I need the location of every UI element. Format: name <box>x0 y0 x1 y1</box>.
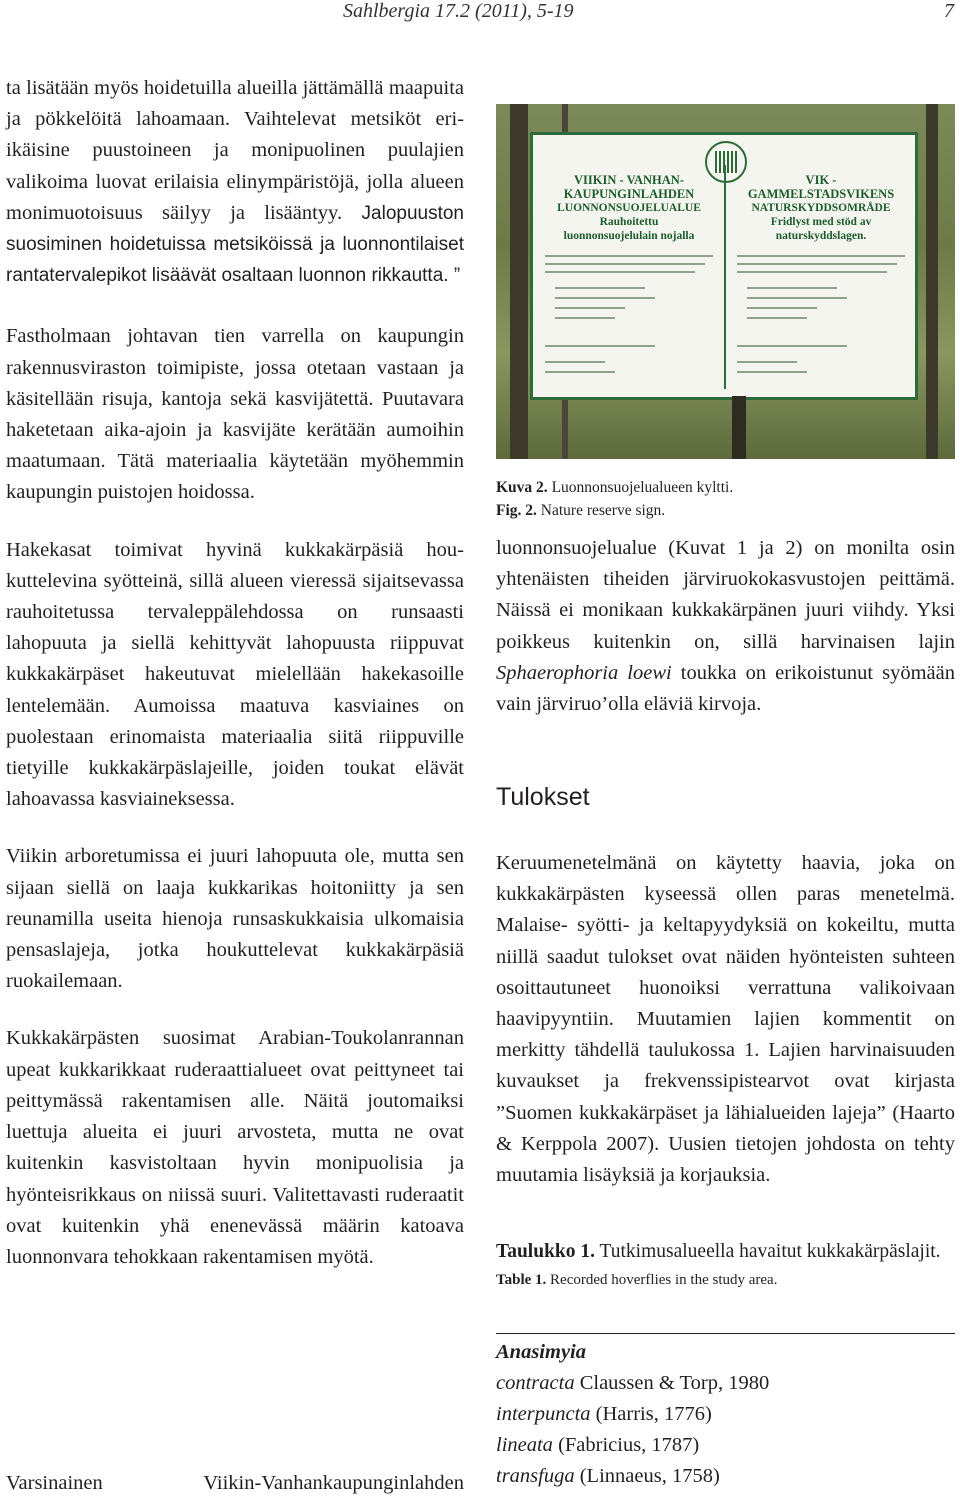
fine-print-line <box>555 307 625 309</box>
right-column-text-1 <box>496 533 955 720</box>
fine-print-line <box>747 297 847 299</box>
page-number: 7 <box>944 0 954 22</box>
fine-print-line <box>747 287 837 289</box>
species-name: Sphaerophoria loewi <box>496 661 672 684</box>
species-list <box>496 1337 769 1492</box>
paragraph-text: luonnonsuojelualue (Kuvat 1 ja 2) on monilta osin yhtenäisten tiheiden järviruokokasvustojen peittämä. Näissä ei monikaan kukkakärpänen juuri viihdy. Yksi poikkeus kuitenkin on, sillä harvinaisen lajin <box>496 537 955 653</box>
table-title <box>496 1236 955 1291</box>
fine-print-line <box>545 255 713 257</box>
caption-label: Fig. 2. <box>496 502 537 519</box>
fine-print-line <box>737 255 905 257</box>
species-author: (Fabricius, 1787) <box>552 1434 700 1456</box>
paragraph-1 <box>6 73 464 291</box>
fine-print-line <box>747 307 817 309</box>
fine-print-line <box>737 263 897 265</box>
pull-quote-text: Jalopuuston suosiminen hoidetuissa metsiköissä ja luonnontilaiset rantatervalepikot lisäävät osaltaan luonnon rikkautta. ” <box>6 202 464 287</box>
sign-divider <box>724 165 726 389</box>
sign-line: GAMMELSTADSVIKENS <box>747 187 895 201</box>
running-header <box>0 0 960 30</box>
sign-line: LUONNONSUOJELUALUE <box>557 202 701 214</box>
right-column-text-2 <box>496 848 955 1191</box>
species-author: (Linnaeus, 1758) <box>574 1465 720 1487</box>
table-rule <box>496 1333 955 1334</box>
species-epithet: contracta <box>496 1372 575 1394</box>
species-author: Claussen & Torp, 1980 <box>574 1372 770 1394</box>
fine-print-line <box>545 345 655 347</box>
sign-line: KAUPUNGINLAHDEN <box>563 187 695 201</box>
sign-line: naturskyddslagen. <box>775 230 867 242</box>
species-row <box>496 1368 769 1399</box>
journal-citation: Sahlbergia 17.2 (2011), 5-19 <box>343 0 574 22</box>
left-column <box>6 73 464 1273</box>
paragraph-6-start <box>6 1472 464 1495</box>
sign-line: NATURSKYDDSOMRÅDE <box>751 202 891 214</box>
last-line-word-2: Viikin-Vanhankaupunginlahden <box>203 1472 464 1494</box>
paragraph-2: Fastholmaan johtavan tien varrella on kaupungin rakennusviraston toimipiste, jossa otetaan vastaan ja käsitellään risuja, kantoja sekä kasvijätettä. Puutavara haketetaan aika-ajoin ja kasvijäte kerätään aumoihin maatumaan. Tätä materiaalia käytetään myöhemmin kaupungin puistojen hoidossa. <box>6 325 464 504</box>
fine-print-line <box>545 271 695 273</box>
paragraph-5: Kukkakärpästen suosimat Arabian-Toukolanrannan upeat kukkarikkaat ruderaattialueet ovat peittyneet tai peittymässä rakentamisen alle. Näitä joutomaiksi luettuja alueita ei juuri arvosteta, mutta ne ovat kuitenkin kasvistoltaan hyvin monipuolisia ja hyönteisrikkaus on niissä suuri. Valitettavasti ruderaatit ovat kuitenkin yhä enenevässä määrin katoava luonnonvara tehokkaan rakentamisen myötä. <box>6 1027 464 1268</box>
paragraph-right-2: Keruumenetelmänä on käytetty haavia, joka on kukkakärpästen kyseessä ollen paras menetelmä. Malaise- syötti- ja keltapyydyksiä on kokeiltu, mutta niillä saadut tulokset ovat näiden hyönteisten suhteen osoittautuneet huonoiksi verrattuna valikoivaan haavipyyntiin. Muutamien lajien kommentit on merkitty tähdellä taulukossa 1. Lajien harvinaisuuden kuvaukset ja frekvenssipistearvot ovat kirjasta ”Suomen kukkakärpäset ja lähialueiden lajeja” (Haarto & Kerppola 2007). Uusien tietojen johdosta on tehty muutamia lisäyksiä ja korjauksia. <box>496 852 955 1187</box>
paragraph-right-1 <box>496 533 955 720</box>
paragraph-text: toukka on erikoistunut syömään vain järviruo’olla eläviä kirvoja. <box>496 661 955 716</box>
table-title-en <box>496 1269 955 1291</box>
sign-line: VIK - <box>805 173 837 187</box>
table-title-fi <box>496 1236 955 1267</box>
species-row <box>496 1430 769 1461</box>
figure-caption-fi <box>496 477 733 499</box>
genus-name: Anasimyia <box>496 1341 586 1363</box>
caption-label: Kuva 2. <box>496 479 548 496</box>
paragraph-4: Viikin arboretumissa ei juuri lahopuuta ole, mutta sen sijaan siellä on laaja kukkarikas hoitoniitty ja sen reunamilla useita hienoja runsaskukkaisia ulkomaisia pensaslajeja, jotka houkuttelevat kukkakärpäsiä ruokailemaan. <box>6 845 464 993</box>
sign-line: luonnonsuojelulain nojalla <box>563 230 695 242</box>
sign-text-swedish <box>733 173 909 243</box>
fine-print-line <box>545 371 615 373</box>
sign-line: Rauhoitettu <box>599 216 659 228</box>
caption-text: Luonnonsuojelualueen kyltti. <box>547 479 734 496</box>
sign-text-finnish <box>541 173 717 243</box>
tree-trunk <box>510 104 528 459</box>
species-row <box>496 1461 769 1492</box>
species-epithet: interpuncta <box>496 1403 591 1425</box>
last-line-word-1: Varsinainen <box>6 1472 103 1494</box>
fine-print-line <box>555 317 615 319</box>
fine-print-line <box>555 287 645 289</box>
tree-trunk <box>926 104 938 459</box>
sign-line: VIIKIN - VANHAN- <box>574 173 684 187</box>
fine-print-line <box>545 263 705 265</box>
species-epithet: lineata <box>496 1434 553 1456</box>
paragraph-1-text: ta lisätään myös hoidetuilla alueilla jättämällä maapuita ja pökkelöitä lahoamaan. Vaihtelevat metsiköt eri-ikäisine puustoineen ja monipuolinen puulajien valikoima luovat erilaisia elinympäristöjä, jolla alueen monimuotoisuus säilyy ja lisääntyy. <box>6 77 464 224</box>
species-epithet: transfuga <box>496 1465 575 1487</box>
fine-print-line <box>737 271 887 273</box>
table-title-text: Recorded hoverflies in the study area. <box>546 1272 778 1288</box>
sign-line: Fridlyst med stöd av <box>770 216 872 228</box>
reserve-sign-board <box>530 132 918 400</box>
fine-print-line <box>737 361 797 363</box>
species-row <box>496 1399 769 1430</box>
figure-caption-en <box>496 500 665 522</box>
table-label: Table 1. <box>496 1272 547 1288</box>
sign-post <box>732 396 746 459</box>
paragraph-3: Hakekasat toimivat hyvinä kukkakärpäsiä houkuttelevina syötteinä, sillä alueen vieressä sijaitsevassa rauhoitetussa tervaleppälehdossa on runsaasti lahopuuta ja siellä kehittyvät lahopuusta riippuvat kukkakärpäset hakeutuvat mielellään hakekasoille lentelemään. Aumoissa maatuva kasviaines on puolestaan erinomaista materiaalia siitä riippuville tietyille kukkakärpäslajeille, joiden toukat elävät lahoavassa kasviaineksessa. <box>6 538 464 811</box>
table-label: Taulukko 1. <box>496 1241 596 1262</box>
nature-reserve-sign-photo <box>496 104 955 459</box>
fine-print-line <box>545 361 605 363</box>
table-title-text: Tutkimusalueella havaitut kukkakärpäslajit. <box>595 1241 941 1262</box>
section-heading: Tulokset <box>496 783 590 811</box>
caption-text: Nature reserve sign. <box>536 502 666 519</box>
species-author: (Harris, 1776) <box>590 1403 712 1425</box>
fine-print-line <box>737 371 807 373</box>
fine-print-line <box>747 317 807 319</box>
fine-print-line <box>555 297 655 299</box>
fine-print-line <box>737 345 847 347</box>
